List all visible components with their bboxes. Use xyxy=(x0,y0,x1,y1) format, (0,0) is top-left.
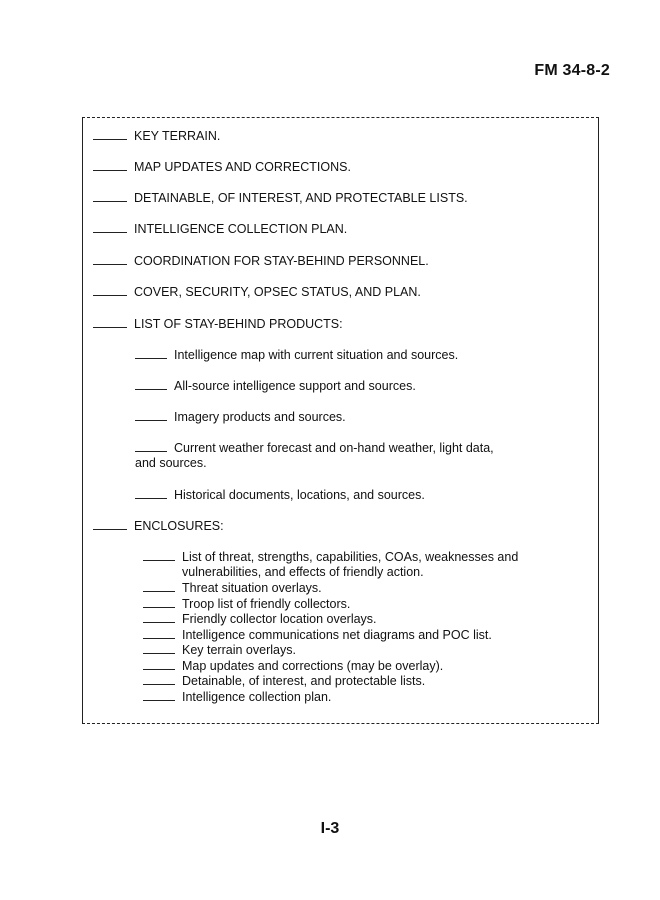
page-number: I-3 xyxy=(320,820,340,837)
checkbox-blank[interactable] xyxy=(93,518,127,530)
checklist-item-label: KEY TERRAIN. xyxy=(134,129,221,143)
enclosure-item xyxy=(143,627,492,643)
checklist-item-label: DETAINABLE, OF INTEREST, AND PROTECTABLE LISTS. xyxy=(134,191,468,205)
enclosure-item-label: Troop list of friendly collectors. xyxy=(182,597,351,611)
checkbox-blank[interactable] xyxy=(93,316,127,328)
checkbox-blank[interactable] xyxy=(135,378,167,390)
product-item xyxy=(135,440,494,456)
enclosure-item-label: Friendly collector location overlays. xyxy=(182,612,377,626)
checkbox-blank[interactable] xyxy=(135,440,167,452)
enclosure-item xyxy=(143,642,296,658)
checkbox-blank[interactable] xyxy=(143,580,175,592)
checkbox-blank[interactable] xyxy=(143,689,175,701)
checkbox-blank[interactable] xyxy=(143,658,175,670)
enclosure-item-label: Key terrain overlays. xyxy=(182,643,296,657)
checklist-item-stay-behind-products xyxy=(93,316,343,332)
checklist-box xyxy=(82,117,599,724)
checklist-item-map-updates xyxy=(93,159,351,175)
enclosure-item-label: Intelligence communications net diagrams and POC list. xyxy=(182,628,492,642)
product-item xyxy=(135,487,425,503)
product-item-label: All-source intelligence support and sources. xyxy=(174,379,416,393)
product-item-label: Historical documents, locations, and sources. xyxy=(174,488,425,502)
checkbox-blank[interactable] xyxy=(135,347,167,359)
checklist-item-detainable-lists xyxy=(93,190,468,206)
enclosure-item-label: Intelligence collection plan. xyxy=(182,690,332,704)
product-item xyxy=(135,347,458,363)
product-item xyxy=(135,378,416,394)
enclosure-item-label: Threat situation overlays. xyxy=(182,581,322,595)
checklist-item-enclosures xyxy=(93,518,224,534)
product-item-label: Intelligence map with current situation and sources. xyxy=(174,348,459,362)
checkbox-blank[interactable] xyxy=(143,627,175,639)
checkbox-blank[interactable] xyxy=(143,642,175,654)
checklist-item-label: LIST OF STAY-BEHIND PRODUCTS: xyxy=(134,317,343,331)
checkbox-blank[interactable] xyxy=(143,549,175,561)
enclosure-item xyxy=(143,611,377,627)
product-item xyxy=(135,409,346,425)
checkbox-blank[interactable] xyxy=(93,128,127,140)
checkbox-blank[interactable] xyxy=(135,487,167,499)
product-item-label: Current weather forecast and on-hand weather, light data, xyxy=(174,441,494,455)
document-id: FM 34-8-2 xyxy=(534,62,610,79)
enclosure-item xyxy=(143,580,322,596)
checklist-item-label: COVER, SECURITY, OPSEC STATUS, AND PLAN. xyxy=(134,285,421,299)
enclosure-item xyxy=(143,673,425,689)
enclosure-item xyxy=(143,596,350,612)
checkbox-blank[interactable] xyxy=(143,673,175,685)
enclosure-item xyxy=(143,549,518,565)
checkbox-blank[interactable] xyxy=(93,221,127,233)
enclosure-item-label: Map updates and corrections (may be overlay). xyxy=(182,659,444,673)
checklist-item-label: MAP UPDATES AND CORRECTIONS. xyxy=(134,160,351,174)
checklist-item-label: COORDINATION FOR STAY-BEHIND PERSONNEL. xyxy=(134,254,429,268)
enclosure-item-label: List of threat, strengths, capabilities, COAs, weaknesses and xyxy=(182,550,519,564)
checklist-item-collection-plan xyxy=(93,221,347,237)
enclosure-item xyxy=(143,658,443,674)
enclosure-item-label: Detainable, of interest, and protectable lists. xyxy=(182,674,426,688)
enclosure-item-continuation: vulnerabilities, and effects of friendly action. xyxy=(182,565,424,579)
product-item-label: Imagery products and sources. xyxy=(174,410,346,424)
enclosure-item xyxy=(143,689,331,705)
checkbox-blank[interactable] xyxy=(143,611,175,623)
checkbox-blank[interactable] xyxy=(93,253,127,265)
checkbox-blank[interactable] xyxy=(93,284,127,296)
checkbox-blank[interactable] xyxy=(143,596,175,608)
checklist-item-label: ENCLOSURES: xyxy=(134,519,224,533)
checklist-item-coordination xyxy=(93,253,429,269)
checkbox-blank[interactable] xyxy=(93,159,127,171)
checklist-item-cover-security xyxy=(93,284,421,300)
checkbox-blank[interactable] xyxy=(135,409,167,421)
checklist-item-key-terrain xyxy=(93,128,220,144)
checklist-item-label: INTELLIGENCE COLLECTION PLAN. xyxy=(134,222,348,236)
product-item-continuation: and sources. xyxy=(135,456,207,470)
checkbox-blank[interactable] xyxy=(93,190,127,202)
